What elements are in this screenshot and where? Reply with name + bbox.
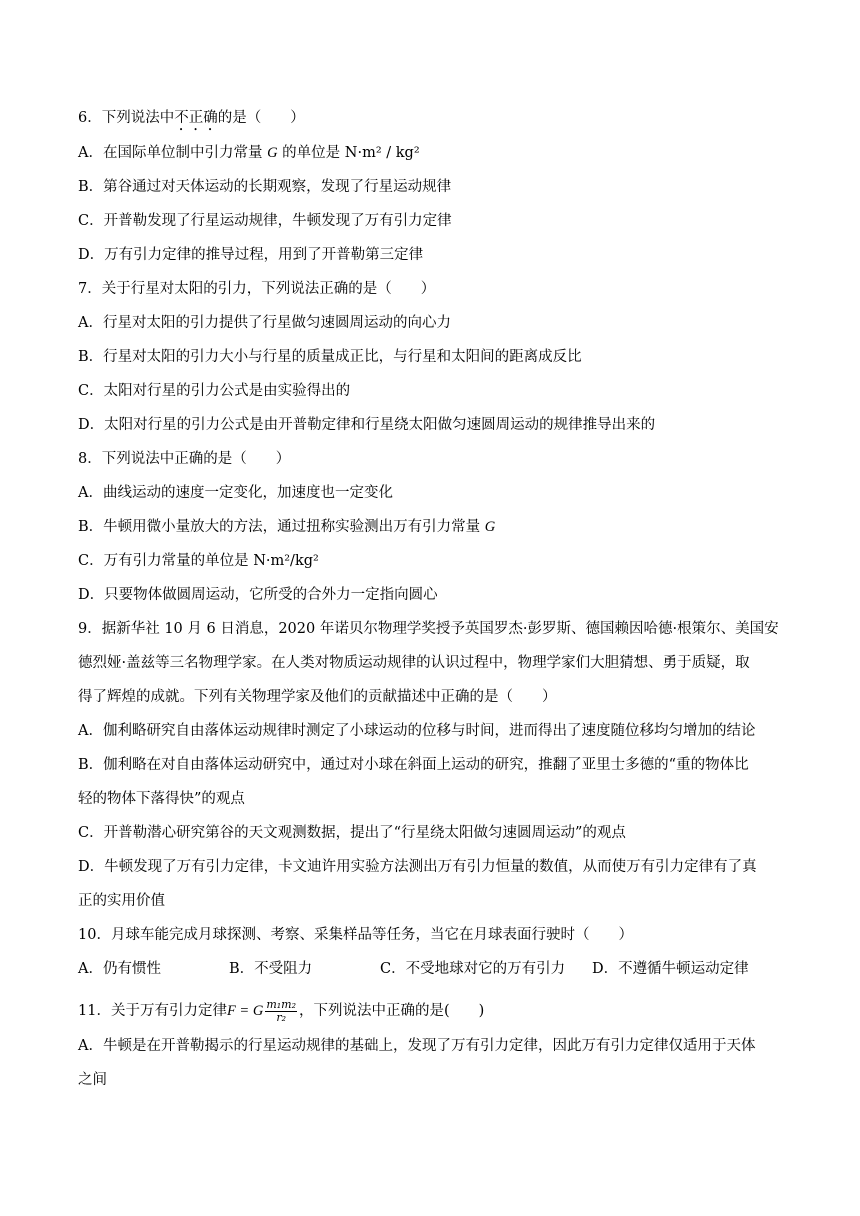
q8-option-b-symbol: G (484, 519, 496, 535)
q6-stem-suffix: 的是（ ） (217, 110, 305, 126)
question-7-option-a: A．行星对太阳的引力提供了行星做匀速圆周运动的向心力 (78, 315, 451, 331)
q6-option-a-symbol: G (267, 145, 278, 161)
question-6-option-c: C．开普勒发现了行星运动规律，牛顿发现了万有引力定律 (78, 213, 452, 229)
question-7-option-d: D．太阳对行星的引力公式是由开普勒定律和行星绕太阳做匀速圆周运动的规律推导出来的 (78, 417, 656, 433)
question-6-option-d: D．万有引力定律的推导过程，用到了开普勒第三定律 (78, 247, 424, 263)
question-8-option-d: D．只要物体做圆周运动，它所受的合外力一定指向圆心 (78, 587, 438, 603)
formula-denominator: r₂ (276, 1010, 286, 1024)
q11-stem-prefix: 11．关于万有引力定律 (78, 1003, 227, 1019)
question-10-option-c: C．不受地球对它的万有引力 (380, 961, 566, 977)
q6-stem-emphasis: 不正确 (174, 110, 218, 126)
question-9-stem-line-1: 9．据新华社 10 月 6 日消息，2020 年诺贝尔物理学奖授予英国罗杰·彭罗斯、德国赖因哈德·根策尔、美国安 (78, 621, 779, 637)
question-10-option-b: B．不受阻力 (229, 961, 313, 977)
question-8-stem: 8．下列说法中正确的是（ ） (78, 451, 291, 467)
q6-stem-prefix: 6．下列说法中 (78, 110, 175, 126)
question-9-option-b-line-1: B．伽利略在对自由落体运动研究中，通过对小球在斜面上运动的研究，推翻了亚里士多德的“重的物体比 (78, 757, 749, 773)
question-9-option-a: A．伽利略研究自由落体运动规律时测定了小球运动的位移与时间，进而得出了速度随位移均匀增加的结论 (78, 723, 756, 739)
question-8-option-a: A．曲线运动的速度一定变化，加速度也一定变化 (78, 485, 393, 501)
question-9-stem-line-3: 得了辉煌的成就。下列有关物理学家及他们的贡献描述中正确的是（ ） (78, 689, 557, 705)
question-10-option-d: D．不遵循牛顿运动定律 (592, 961, 749, 977)
q6-option-a-text: A．在国际单位制中引力常量 (78, 145, 268, 161)
question-8-option-b (78, 517, 495, 537)
question-9-option-d-line-1: D．牛顿发现了万有引力定律，卡文迪许用实验方法测出万有引力恒量的数值，从而使万有引力定律有了真 (78, 859, 757, 875)
question-10-option-a: A．仍有惯性 (78, 961, 161, 977)
question-9-option-c: C．开普勒潜心研究第谷的天文观测数据，提出了“行星绕太阳做匀速圆周运动”的观点 (78, 825, 626, 841)
question-9-option-b-line-2: 轻的物体下落得快”的观点 (78, 791, 245, 807)
formula-numerator: m₁m₂ (266, 997, 297, 1011)
question-7-option-c: C．太阳对行星的引力公式是由实验得出的 (78, 383, 351, 399)
question-11-option-a-line-1: A．牛顿是在开普勒揭示的行星运动规律的基础上，发现了万有引力定律，因此万有引力定律仅适用于天体 (78, 1038, 756, 1054)
formula-fraction (265, 999, 297, 1024)
question-7-option-b: B．行星对太阳的引力大小与行星的质量成正比，与行星和太阳间的距离成反比 (78, 349, 582, 365)
question-8-option-c: C．万有引力常量的单位是 N·m²/kg² (78, 553, 319, 569)
question-11-option-a-line-2: 之间 (78, 1072, 107, 1088)
question-7-stem: 7．关于行星对太阳的引力，下列说法正确的是（ ） (78, 281, 436, 297)
question-10-stem: 10．月球车能完成月球探测、考察、采集样品等任务，当它在月球表面行驶时（ ） (78, 927, 633, 943)
question-6-option-a (78, 143, 420, 163)
question-6-stem (78, 108, 305, 134)
q11-stem-suffix: ，下列说法中正确的是( ) (299, 1003, 485, 1019)
formula-lhs: F = G (226, 1003, 264, 1019)
question-10-options (78, 959, 798, 979)
question-9-option-d-line-2: 正的实用价值 (78, 893, 165, 909)
question-6-option-b: B．第谷通过对天体运动的长期观察，发现了行星运动规律 (78, 179, 452, 195)
question-9-stem-line-2: 德烈娅·盖兹等三名物理学家。在人类对物质运动规律的认识过程中，物理学家们大胆猜想、勇于质疑，取 (78, 655, 750, 671)
q6-option-a-unit: 的单位是 N·m² / kg² (277, 145, 420, 161)
q8-option-b-text: B．牛顿用微小量放大的方法，通过扭称实验测出万有引力常量 (78, 519, 485, 535)
question-11-stem (78, 996, 484, 1026)
